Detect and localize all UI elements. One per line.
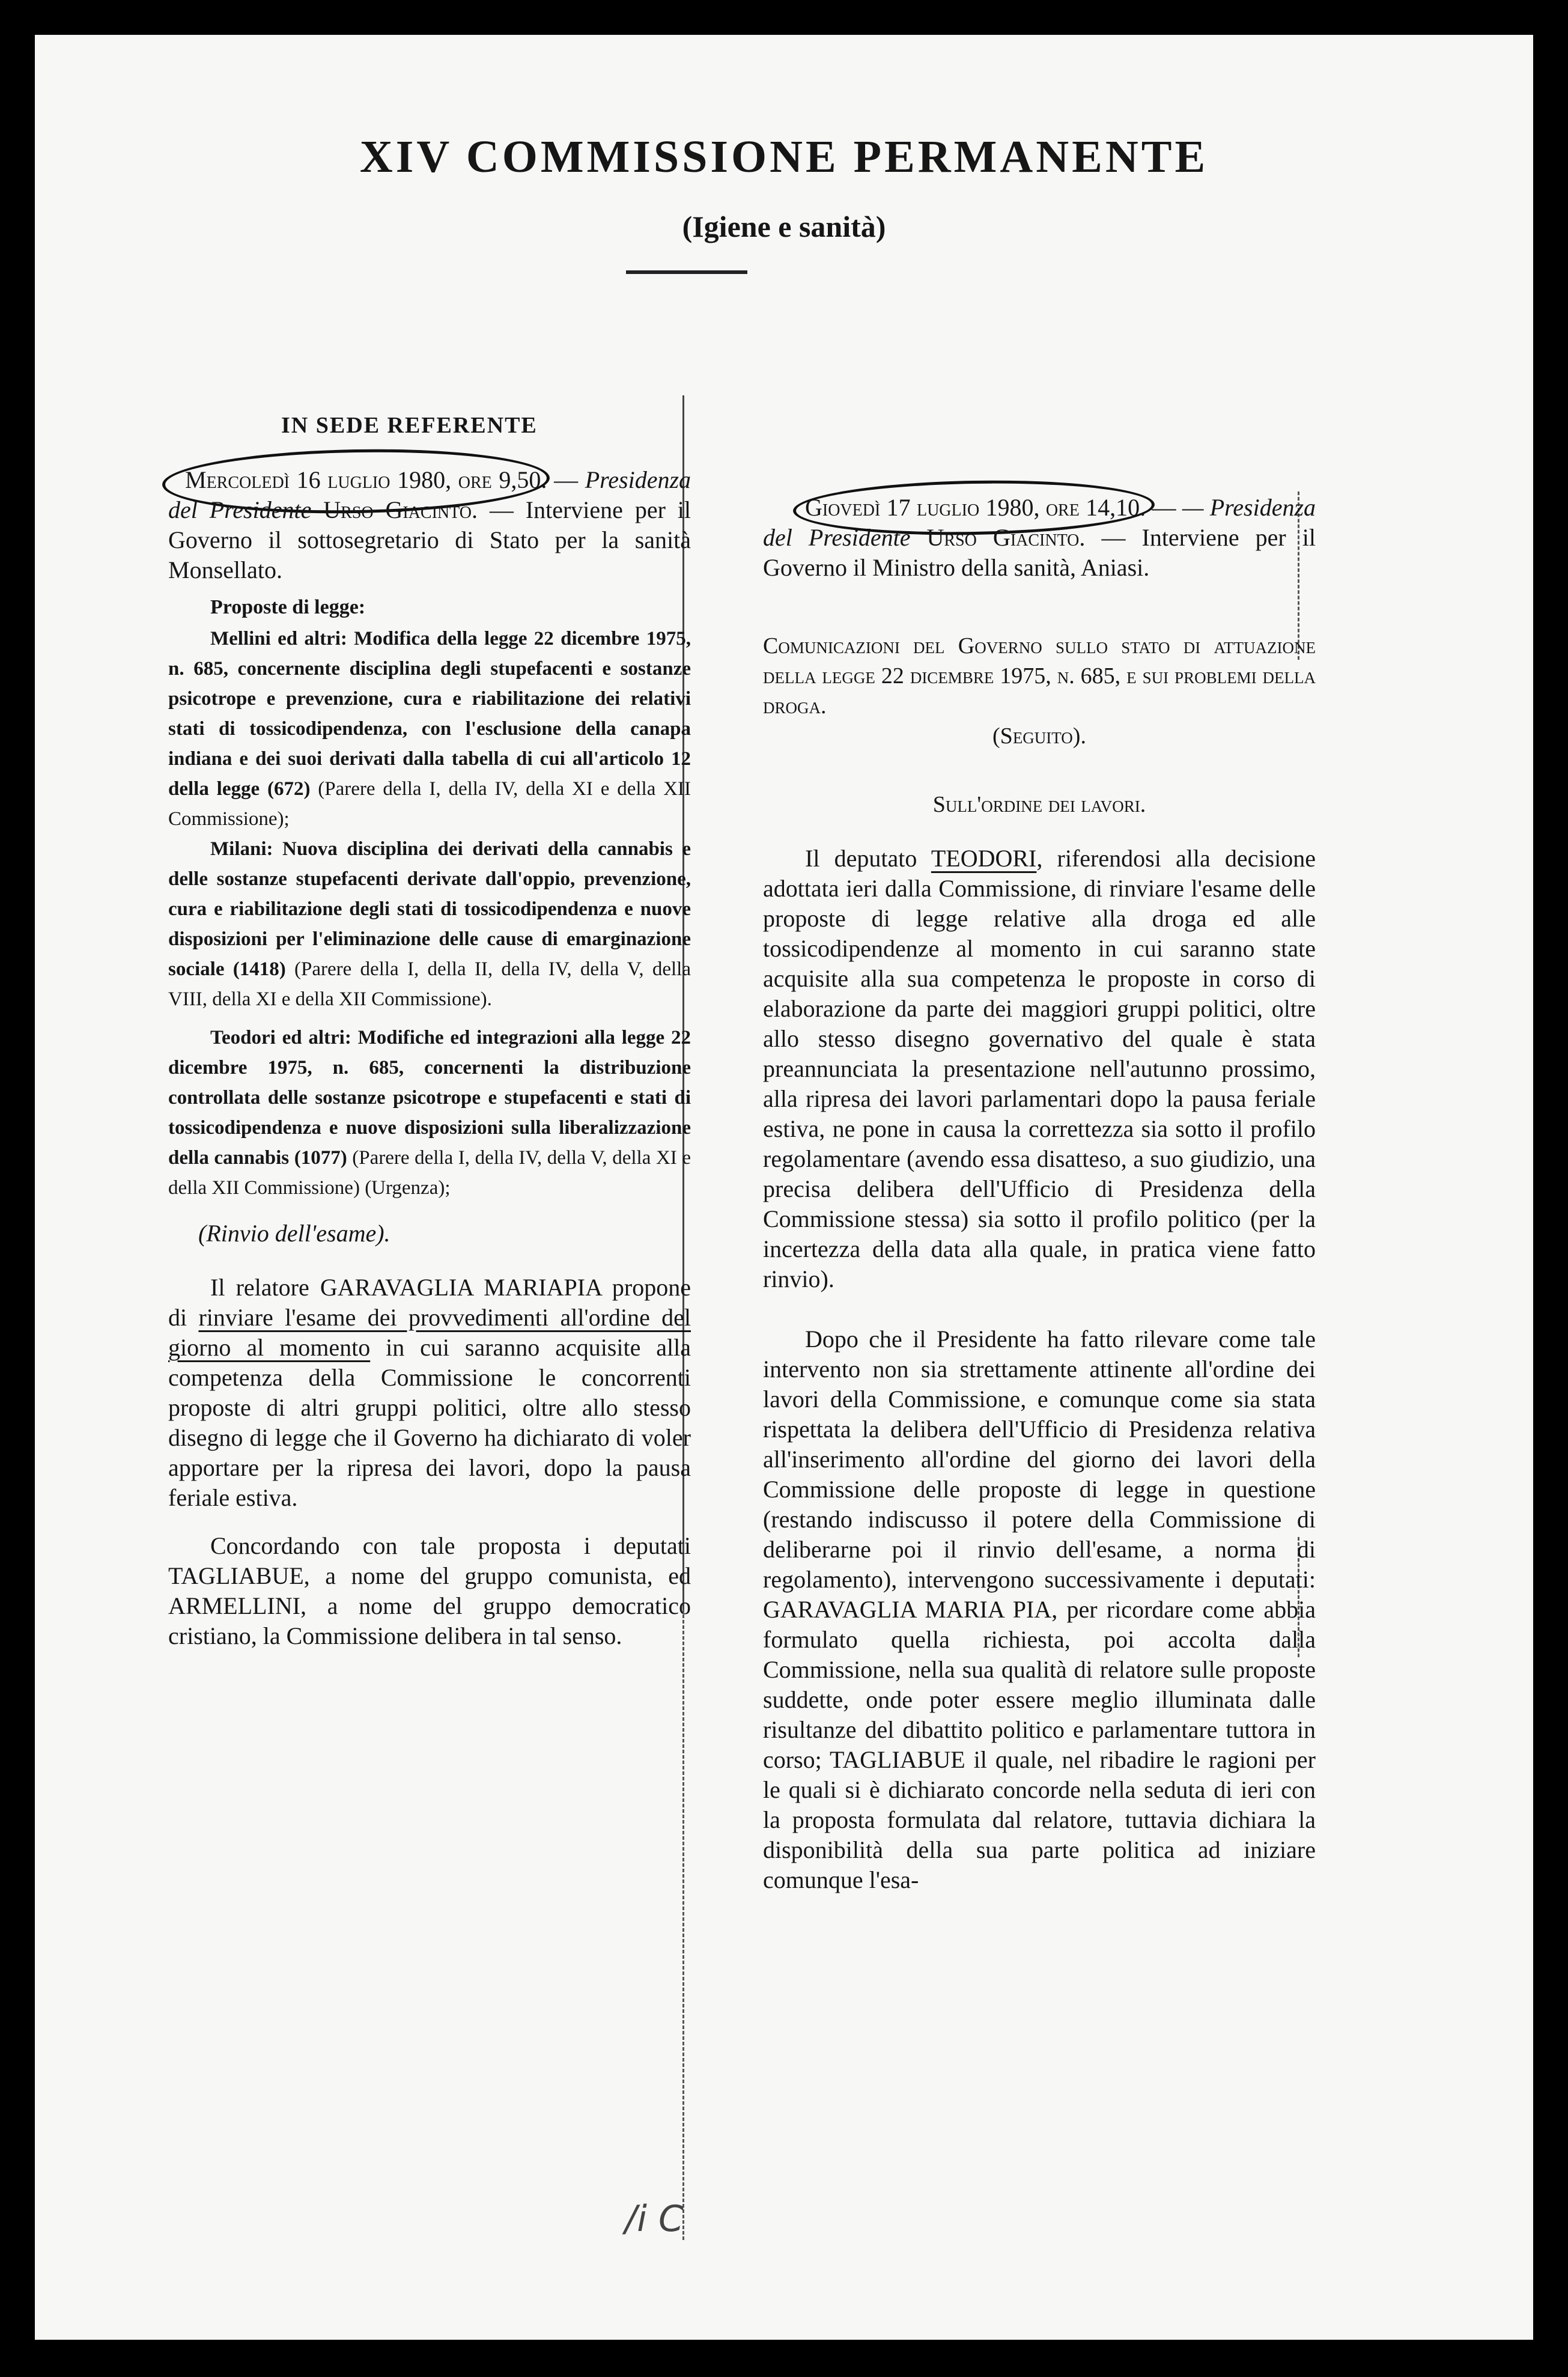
right-session-president: Urso Giacinto. [926, 524, 1086, 551]
proposal-mellini [168, 624, 691, 834]
left-paragraph-1-end: in cui saranno acquisite alla competenza della Commissione le concorrenti proposte di altri gruppi politici, oltre allo stesso disegno di legge che il Governo ha dichiarato di voler apportare per la ripresa dei lavori, dopo la pausa feriale estiva. [168, 1334, 691, 1511]
right-paragraph-2: Dopo che il Presidente ha fatto rilevare come tale intervento non sia strettamente attinente all'ordine dei lavori della Commissione, e comunque come sia stata rispettata la delibera dell'Ufficio di Presidenza relativa all'inserimento all'ordine del giorno dei lavori della Commissione delle proposte di legge in questione (restando indiscusso il potere della Commissione di deliberarne poi il rinvio dell'esame, a norma di regolamento), intervengono successivamente i deputati: GARAVAGLIA MARIA PIA, per ricordare come abbia formulato quella richiesta, poi accolta dalla Commissione, nella sua qualità di relatore sulle proposte suddette, onde poter essere meglio illuminata dalle risultanze del dibattito politico e parlamentare tuttora in corso; TAGLIABUE il quale, nel ribadire le ragioni per le quali si è dichiarato concorde nella seduta di ieri con la proposta formulata dal relatore, tuttavia dichiara la disponibilità della sua parte politica ad iniziare comunque l'esa- [763, 1325, 1316, 1893]
proposal-milani-opinion: (Parere della I, della II, della IV, della V, della VIII, della XI e della XII Commissione). [168, 958, 691, 1010]
left-paragraph-2: Concordando con tale proposta i deputati TAGLIABUE, a nome del gruppo comunista, ed ARMELLINI, a nome del gruppo democratico cristiano, la Commissione delibera in tal senso. [168, 1532, 691, 1649]
right-paragraph-1 [763, 844, 1316, 1294]
right-session-date: Giovedì 17 luglio 1980 [805, 494, 1034, 521]
proposal-milani [168, 834, 691, 1014]
left-session-president: Urso Giacinto. [323, 496, 478, 523]
left-paragraph-1-start: Il relatore GARAVAGLIA MARIAPIA propone di [168, 1274, 691, 1331]
column-divider-lower [682, 1609, 684, 2240]
proposal-teodori-opinion: (Parere della I, della IV, della V, della XI e della XII Commissione) (Urgenza); [168, 1147, 691, 1199]
right-session-intervention: — Interviene per il Governo il Ministro della sanità, Aniasi. [763, 524, 1316, 581]
order-heading: Sull'ordine dei lavori. [932, 792, 1146, 817]
left-paragraph-1-underlined: rinviare l'esame dei provvedimenti all'ordine del giorno al momento [168, 1304, 691, 1361]
right-paragraph-1-start: Il deputato [805, 845, 917, 872]
proposal-mellini-opinion: (Parere della I, della IV, della XI e della XII Commissione); [168, 778, 691, 830]
left-session-header [168, 465, 691, 585]
left-session-date: Mercoledì 16 luglio 1980 [185, 466, 446, 493]
left-session-intervention: — Interviene per il Governo il sottosegretario di Stato per la sanità Monsellato. [168, 496, 691, 583]
rinvio-text: (Rinvio dell'esame). [198, 1220, 390, 1247]
proposal-mellini-title: Mellini ed altri: Modifica della legge 22 dicembre 1975, n. 685, concernente disciplina degli stupefacenti e sostanze psicotrope e prevenzione, cura e riabilitazione dei relativi stati di tossicodipendenza, con l'esclusione della canapa indiana e dei suoi derivati dalla tabella di cui all'articolo 12 della legge (672) [168, 628, 691, 800]
title-rule [626, 270, 747, 274]
right-session-presidency: — Presidenza del Presidente [763, 494, 1316, 551]
proposal-teodori-title: Teodori ed altri: Modifiche ed integrazioni alla legge 22 dicembre 1975, n. 685, concernenti la distribuzione controllata delle sostanze psicotrope e stupefacenti e stati di tossicodipendenza e nuove disposizioni sulla liberalizzazione della cannabis (1077) [168, 1027, 691, 1169]
handwritten-mark: /i C [625, 2198, 684, 2240]
page-subtitle: (Igiene e sanità) [682, 210, 886, 243]
document-page [35, 35, 1533, 2340]
communication-heading: Comunicazioni del Governo sullo stato di attuazione della legge 22 dicembre 1975, n. 685, e sui problemi della droga. [763, 633, 1316, 719]
rinvio-note [198, 1219, 691, 1249]
communication-seguito: (Seguito). [992, 723, 1086, 749]
left-session-presidency: Presidenza del Presidente [168, 466, 691, 523]
page-title: XIV COMMISSIONE PERMANENTE [359, 132, 1209, 182]
right-paragraph-1-name: TEODORI [931, 845, 1037, 872]
right-session-header [763, 493, 1316, 583]
proposal-teodori [168, 1023, 691, 1203]
right-paragraph-1-end: , riferendosi alla decisione adottata ieri dalla Commissione, di rinviare l'esame delle proposte di legge relative alla droga ed alle tossicodipendenze al momento in cui saranno state acquisite alla sua competenza le proposte in corso di elaborazione da parte dei maggiori gruppi politici, oltre allo stesso disegno governativo del quale è stata preannunciata la presentazione nell'autunno prossimo, alla ripresa dei lavori parlamentari dopo la pausa feriale estiva, ne pone in causa la correttezza sia sotto il profilo regolamentare (avendo essa disatteso, a suo giudizio, una precisa delibera dell'Ufficio di Presidenza della Commissione stessa) sia sotto il profilo politico (per la incertezza della data alla quale, in pratica viene fatto rinvio). [763, 845, 1316, 1292]
left-column-upper [168, 465, 691, 1651]
proposal-milani-title: Milani: Nuova disciplina dei derivati della cannabis e delle sostanze stupefacenti derivate dall'oppio, prevenzione, cura e riabilitazione degli stati di tossicodipendenza e nuove disposizioni per l'eliminazione delle cause di emarginazione sociale (1418) [168, 838, 691, 980]
right-session-time: , ore 14,10. — [1033, 494, 1176, 521]
right-column [763, 493, 1316, 1895]
proposals-heading: Proposte di legge: [210, 596, 366, 618]
left-section-heading: IN SEDE REFERENTE [281, 413, 538, 438]
left-session-time: , ore 9,50. — [445, 466, 579, 493]
left-paragraph-1 [168, 1273, 691, 1513]
